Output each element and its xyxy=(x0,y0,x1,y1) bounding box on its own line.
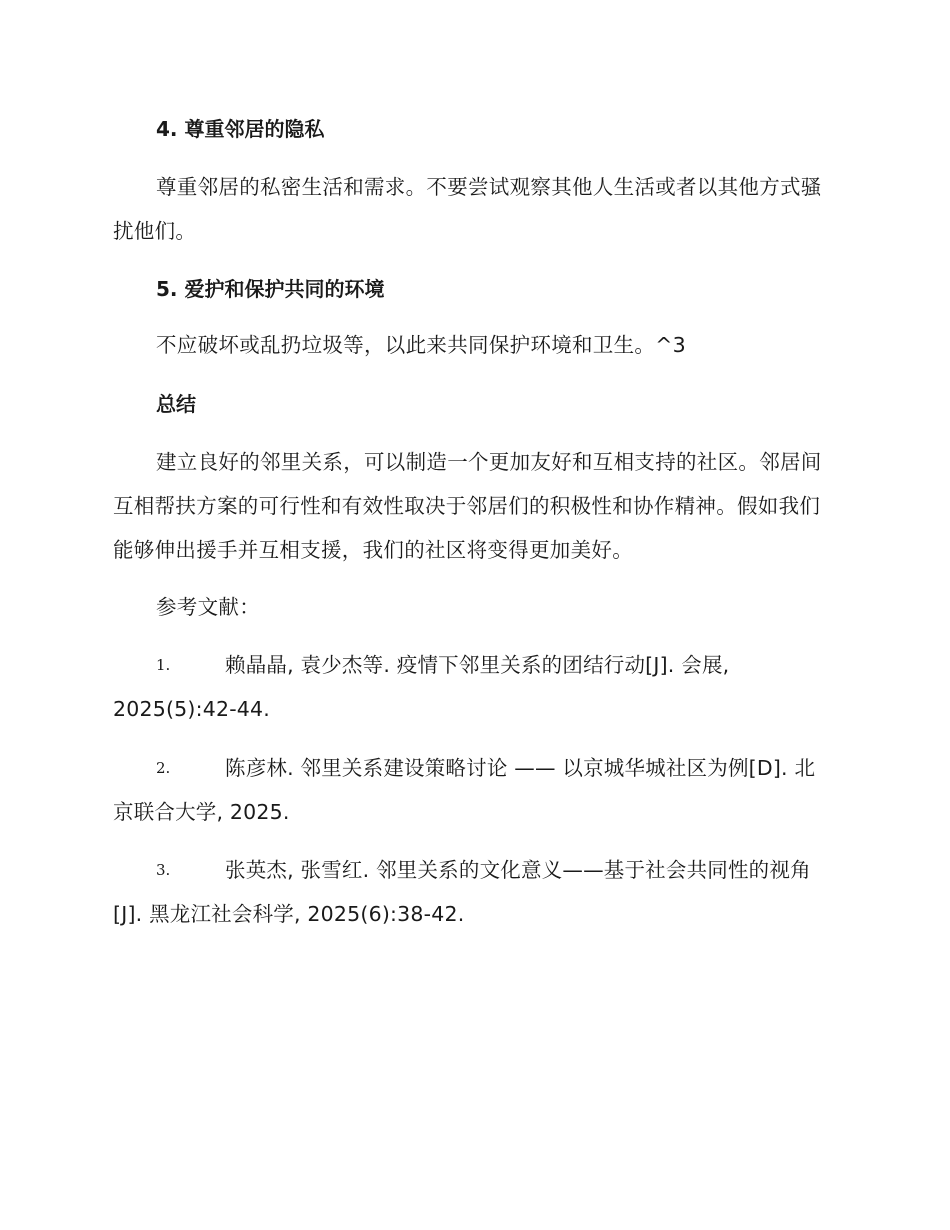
reference-item xyxy=(113,643,833,731)
section-heading-environment: 5. 爱护和保护共同的环境 xyxy=(156,277,385,301)
summary-paragraph: 建立良好的邻里关系，可以制造一个更加友好和互相支持的社区。邻居间互相帮扶方案的可行性和有效性取决于邻居们的积极性和协作精神。假如我们能够伸出援手并互相支援，我们的社区将变得更加美好。 xyxy=(113,450,822,562)
references-label: 参考文献： xyxy=(156,595,260,619)
reference-number: 1. xyxy=(156,656,171,674)
reference-text: 赖晶晶, 袁少杰等. 疫情下邻里关系的团结行动[J]. 会展, 2025(5):42-44. xyxy=(113,653,730,721)
reference-item xyxy=(113,746,833,834)
reference-number: 3. xyxy=(156,861,171,879)
summary-heading: 总结 xyxy=(156,392,196,416)
reference-text: 张英杰, 张雪红. 邻里关系的文化意义——基于社会共同性的视角[J]. 黑龙江社会科学, 2025(6):38-42. xyxy=(113,858,811,926)
reference-number: 2. xyxy=(156,759,171,777)
paragraph-privacy: 尊重邻居的私密生活和需求。不要尝试观察其他人生活或者以其他方式骚扰他们。 xyxy=(113,175,822,243)
reference-text: 陈彦林. 邻里关系建设策略讨论 —— 以京城华城社区为例[D]. 北京联合大学, 2025. xyxy=(113,756,816,824)
reference-item xyxy=(113,848,833,936)
section-heading-privacy: 4. 尊重邻居的隐私 xyxy=(156,117,325,141)
paragraph-environment: 不应破坏或乱扔垃圾等，以此来共同保护环境和卫生。^3 xyxy=(156,333,687,357)
